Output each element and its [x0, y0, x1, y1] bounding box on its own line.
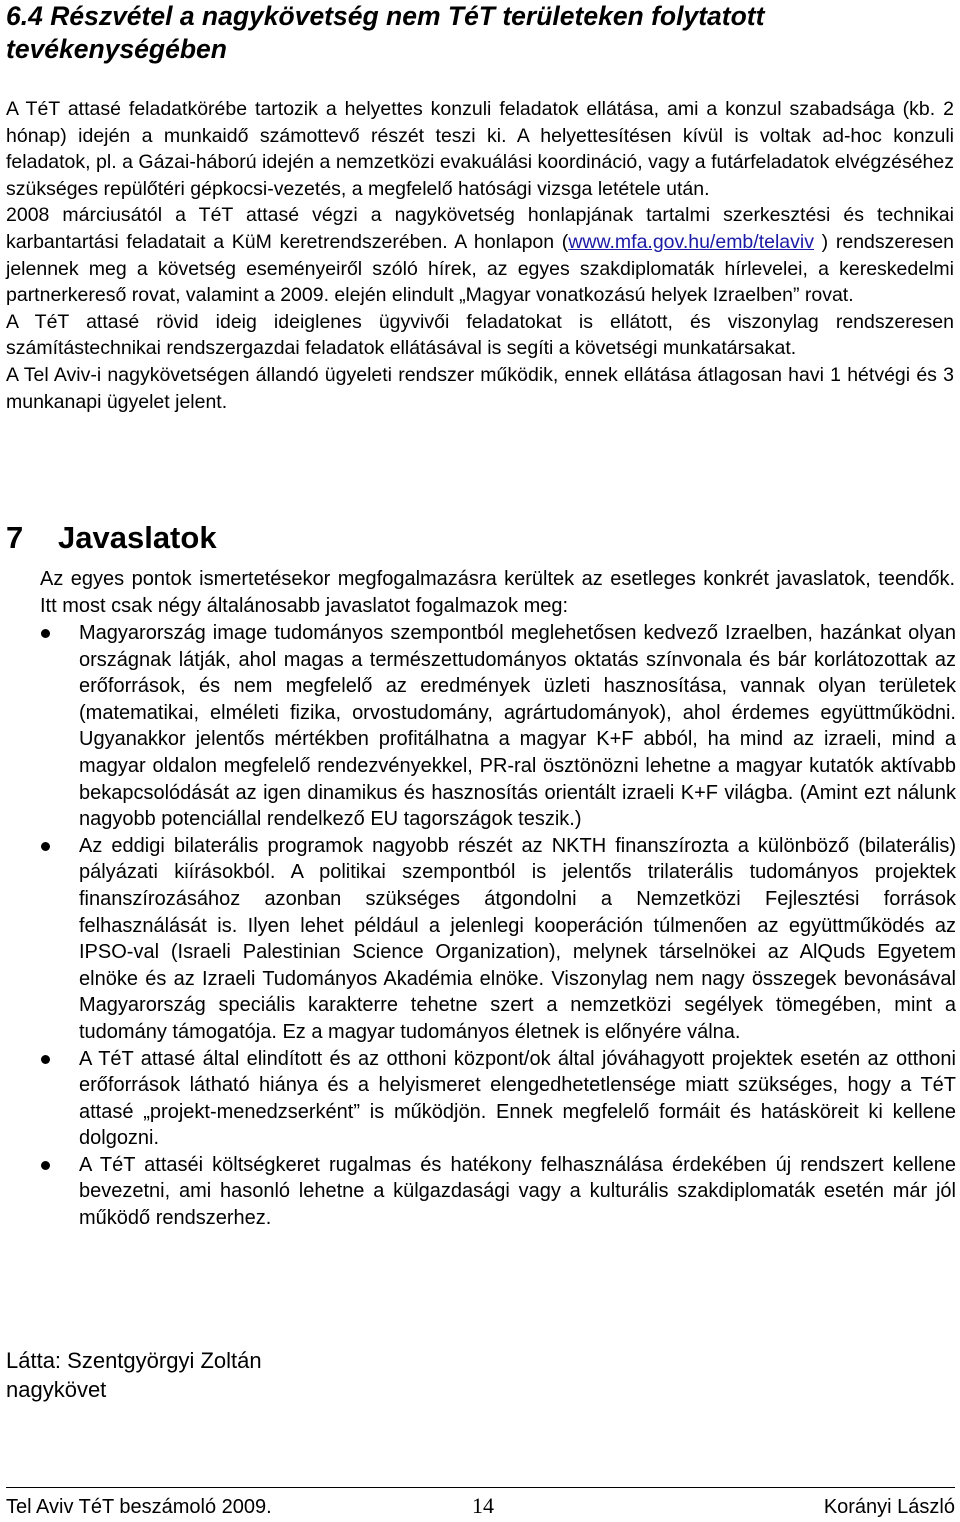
bullet-icon: [41, 629, 50, 638]
paragraph-charge-d-affaires: A TéT attasé rövid ideig ideiglenes ügyvivői feladatokat is ellátott, és viszonylag rendszeresen számítástechnikai rendszergazdai feladatok ellátásával is segíti a követségi munkatársakat.: [6, 310, 954, 360]
list-item: [0, 1046, 958, 1152]
bullet-icon: [41, 842, 50, 851]
list-item: [0, 833, 958, 1046]
footer-divider: [6, 1487, 955, 1488]
paragraph-duty-system: A Tel Aviv-i nagykövetségen állandó ügyeleti rendszer működik, ennek ellátása átlagosan havi 1 hétvégi és 3 munkanapi ügyelet jelent.: [6, 363, 954, 413]
footer-page-number: 14: [472, 1493, 494, 1518]
list-item-text: A TéT attaséi költségkeret rugalmas és hatékony felhasználása érdekében új rendszert kellene bevezetni, ami hasonló lehetne a külgazdasági vagy a kulturális szakdiplomaták esetén már jól működő rendszerhez.: [79, 1153, 956, 1230]
bullet-icon: [41, 1161, 50, 1170]
chapter-intro: Az egyes pontok ismertetésekor megfogalmazásra kerültek az esetleges konkrét javaslatok, teendők. Itt most csak négy általánosabb javaslatot fogalmazok meg:: [40, 568, 955, 617]
section-heading: 6.4 Részvétel a nagykövetség nem TéT területeken folytatott tevékenységében: [6, 1, 765, 64]
signature-approved-by: Látta: Szentgyörgyi Zoltán: [6, 1348, 262, 1373]
chapter-title: Javaslatok: [58, 520, 217, 555]
bullet-icon: [41, 1055, 50, 1064]
chapter-heading: [6, 518, 217, 558]
list-item-text: Magyarország image tudományos szempontból meglehetősen kedvező Izraelben, hazánkat olyan országnak látják, ahol magas a természettudományos oktatás színvonala és bár korlátozottak az erőforrások, és nem megfelelő az eredmények üzleti hasznosítása, vannak olyan területek (matematikai, elméleti fizika, orvostudomány, agrártudományok), ahol érdemes együttműködni. Ugyanakkor jelentős mértékben profitálhatna a magyar K+F abból, ha mind az izraeli, mind a magyar oldalon megfelelő rendezvényekkel, PR-ral ösztönözni lehetne a magyar kutatók aktívabb bekapcsolódását az igen dinamikus és hasznosítás orientált izraeli K+F világba. (Amint ezt nálunk nagyobb potenciállal rendelkező EU tagországok teszik.): [79, 622, 956, 831]
list-item-text: A TéT attasé által elindított és az otthoni központ/ok által jóváhagyott projektek esetén az otthoni erőforrások látható hiánya és a helyismeret elengedhetetlensége miatt szükséges, hogy a TéT attasé „projekt-menedzserként” is működjön. Ennek megfelelő formáit és hatásköreit ki kellene dolgozni.: [79, 1047, 956, 1150]
page-footer: [6, 1494, 955, 1522]
paragraph-website-text-b: ) rendszeresen jelennek meg a követség eseményeiről szóló hírek, az egyes szakdiplomaták hírlevelei, a kereskedelmi partnerkereső rovat, valamint a 2009. elején elindult „Magyar vonatkozású helyek Izraelben” rovat.: [6, 230, 955, 307]
list-item: [0, 620, 958, 833]
footer-document-title: Tel Aviv TéT beszámoló 2009.: [6, 1496, 272, 1518]
list-item: [0, 1152, 958, 1232]
paragraph-website-text-a: 2008 márciusától a TéT attasé végzi a nagykövetség honlapjának tartalmi szerkesztési és technikai karbantartási feladatait a KüM keretrendszerében. A honlapon (: [6, 204, 954, 253]
section-body: [6, 96, 954, 415]
list-item-text: Az eddigi bilaterális programok nagyobb részét az NKTH finanszírozta a különböző (bilaterális) pályázati kiírásokból. A politikai szempontból is jelentős trilaterális tudományos projektek finanszírozásához azonban szükséges átgondolni a Nemzetközi Fejlesztési források felhasználását is. Ilyen lehet például a jelenlegi kooperáción túlmenően az együttműködés az IPSO-val (Israeli Palestinian Science Organization), melynek társelnökei az AlQuds Egyetem elnöke és az Izraeli Tudományos Akadémia elnöke. Viszonylag nem nagy összegek bevonásával Magyarország speciális karakterre tehetne szert a nemzetközi segélyek tömegében, mint a tudomány támogatója. Ez a magyar tudományos életnek is előnyére válna.: [79, 834, 956, 1043]
signature-role: nagykövet: [6, 1377, 107, 1402]
paragraph-deputy-consul: A TéT attasé feladatkörébe tartozik a helyettes konzuli feladatok ellátása, ami a konzul szabadsága (kb. 2 hónap) idején a munkaidő számottevő részét teszi ki. A helyettesítésen kívül is voltak ad-hoc konzuli feladatok, pl. a Gázai-háború idején a nemzetközi evakuálási koordináció, vagy a futárfeladatok elvégzéséhez szükséges repülőtéri gépkocsi-vezetés, a megfelelő hatósági vizsga letétele után.: [6, 98, 954, 200]
website-link[interactable]: www.mfa.gov.hu/emb/telaviv: [568, 230, 814, 253]
signature-block: [6, 1346, 262, 1404]
chapter-number: 7: [6, 520, 24, 555]
recommendation-list: [0, 620, 958, 1232]
footer-author: Korányi László: [823, 1496, 955, 1518]
paragraph-website: [6, 202, 954, 308]
